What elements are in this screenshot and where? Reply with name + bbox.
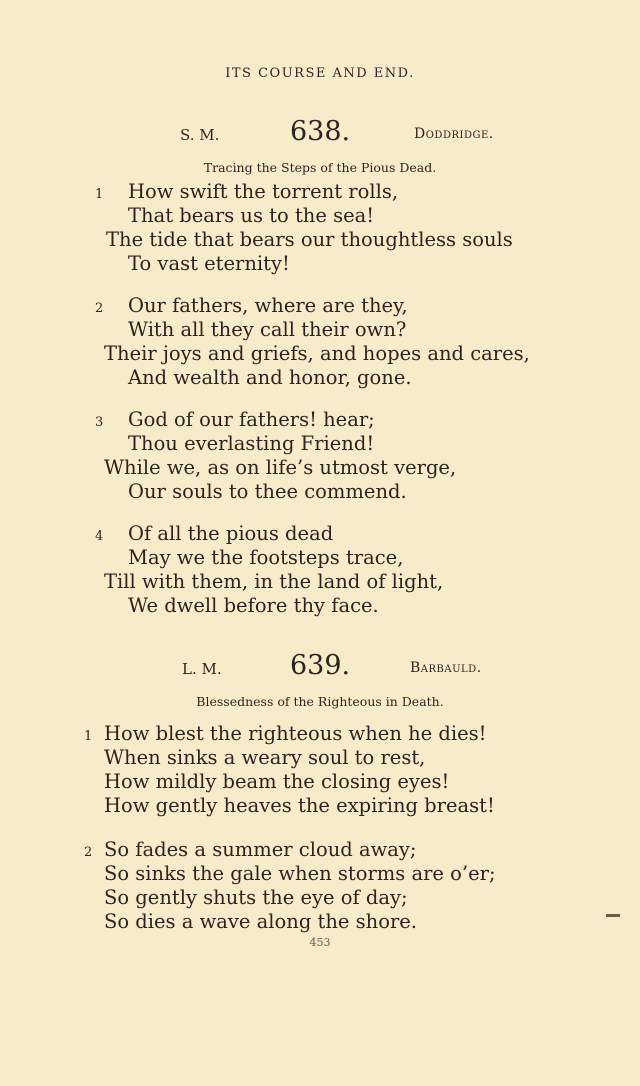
stanza-number: 1 <box>95 187 104 202</box>
stanza-number: 2 <box>84 845 93 860</box>
hymn-meter: L. M. <box>182 660 222 678</box>
stanza-number: 3 <box>95 415 104 430</box>
page-number: 453 <box>309 936 331 949</box>
hymn-author: Barbauld. <box>410 660 482 676</box>
verse-line: Our souls to thee commend. <box>128 480 407 503</box>
verse-line: To vast eternity! <box>128 252 290 275</box>
verse-line: So dies a wave along the shore. <box>104 910 417 933</box>
verse-line: While we, as on life’s utmost verge, <box>104 456 457 479</box>
verse-line: How gently heaves the expiring breast! <box>104 794 495 817</box>
stanza-number: 4 <box>95 529 104 544</box>
running-head: ITS COURSE AND END. <box>225 66 415 81</box>
verse-line: Our fathers, where are they, <box>128 294 408 317</box>
verse-line: So sinks the gale when storms are o’er; <box>104 862 496 885</box>
printer-mark <box>606 914 620 917</box>
verse-line: How mildly beam the closing eyes! <box>104 770 450 793</box>
hymn-638-header <box>0 116 640 150</box>
verse-line: Of all the pious dead <box>128 522 334 545</box>
verse-line: The tide that bears our thoughtless souls <box>106 228 513 251</box>
hymn-number: 639. <box>290 650 351 681</box>
verse-line: God of our fathers! hear; <box>128 408 375 431</box>
hymn-number: 638. <box>290 116 351 147</box>
verse-line: Till with them, in the land of light, <box>104 570 444 593</box>
verse-line: So gently shuts the eye of day; <box>104 886 408 909</box>
verse-line: Thou everlasting Friend! <box>128 432 375 455</box>
verse-line: And wealth and honor, gone. <box>128 366 412 389</box>
stanza-number: 2 <box>95 301 104 316</box>
verse-line: So fades a summer cloud away; <box>104 838 417 861</box>
verse-line: That bears us to the sea! <box>128 204 375 227</box>
hymn-meter: S. M. <box>180 126 220 144</box>
verse-line: How blest the righteous when he dies! <box>104 722 487 745</box>
stanza-number: 1 <box>84 729 93 744</box>
hymn-author: Doddridge. <box>414 126 494 142</box>
verse-line: How swift the torrent rolls, <box>128 180 399 203</box>
verse-line: When sinks a weary soul to rest, <box>104 746 426 769</box>
hymn-subtitle: Blessedness of the Righteous in Death. <box>196 694 444 709</box>
verse-line: With all they call their own? <box>128 318 407 341</box>
verse-line: May we the footsteps trace, <box>128 546 404 569</box>
hymn-639-header <box>0 650 640 684</box>
hymn-subtitle: Tracing the Steps of the Pious Dead. <box>203 160 437 175</box>
verse-line: We dwell before thy face. <box>128 594 379 617</box>
verse-line: Their joys and griefs, and hopes and cares, <box>104 342 530 365</box>
